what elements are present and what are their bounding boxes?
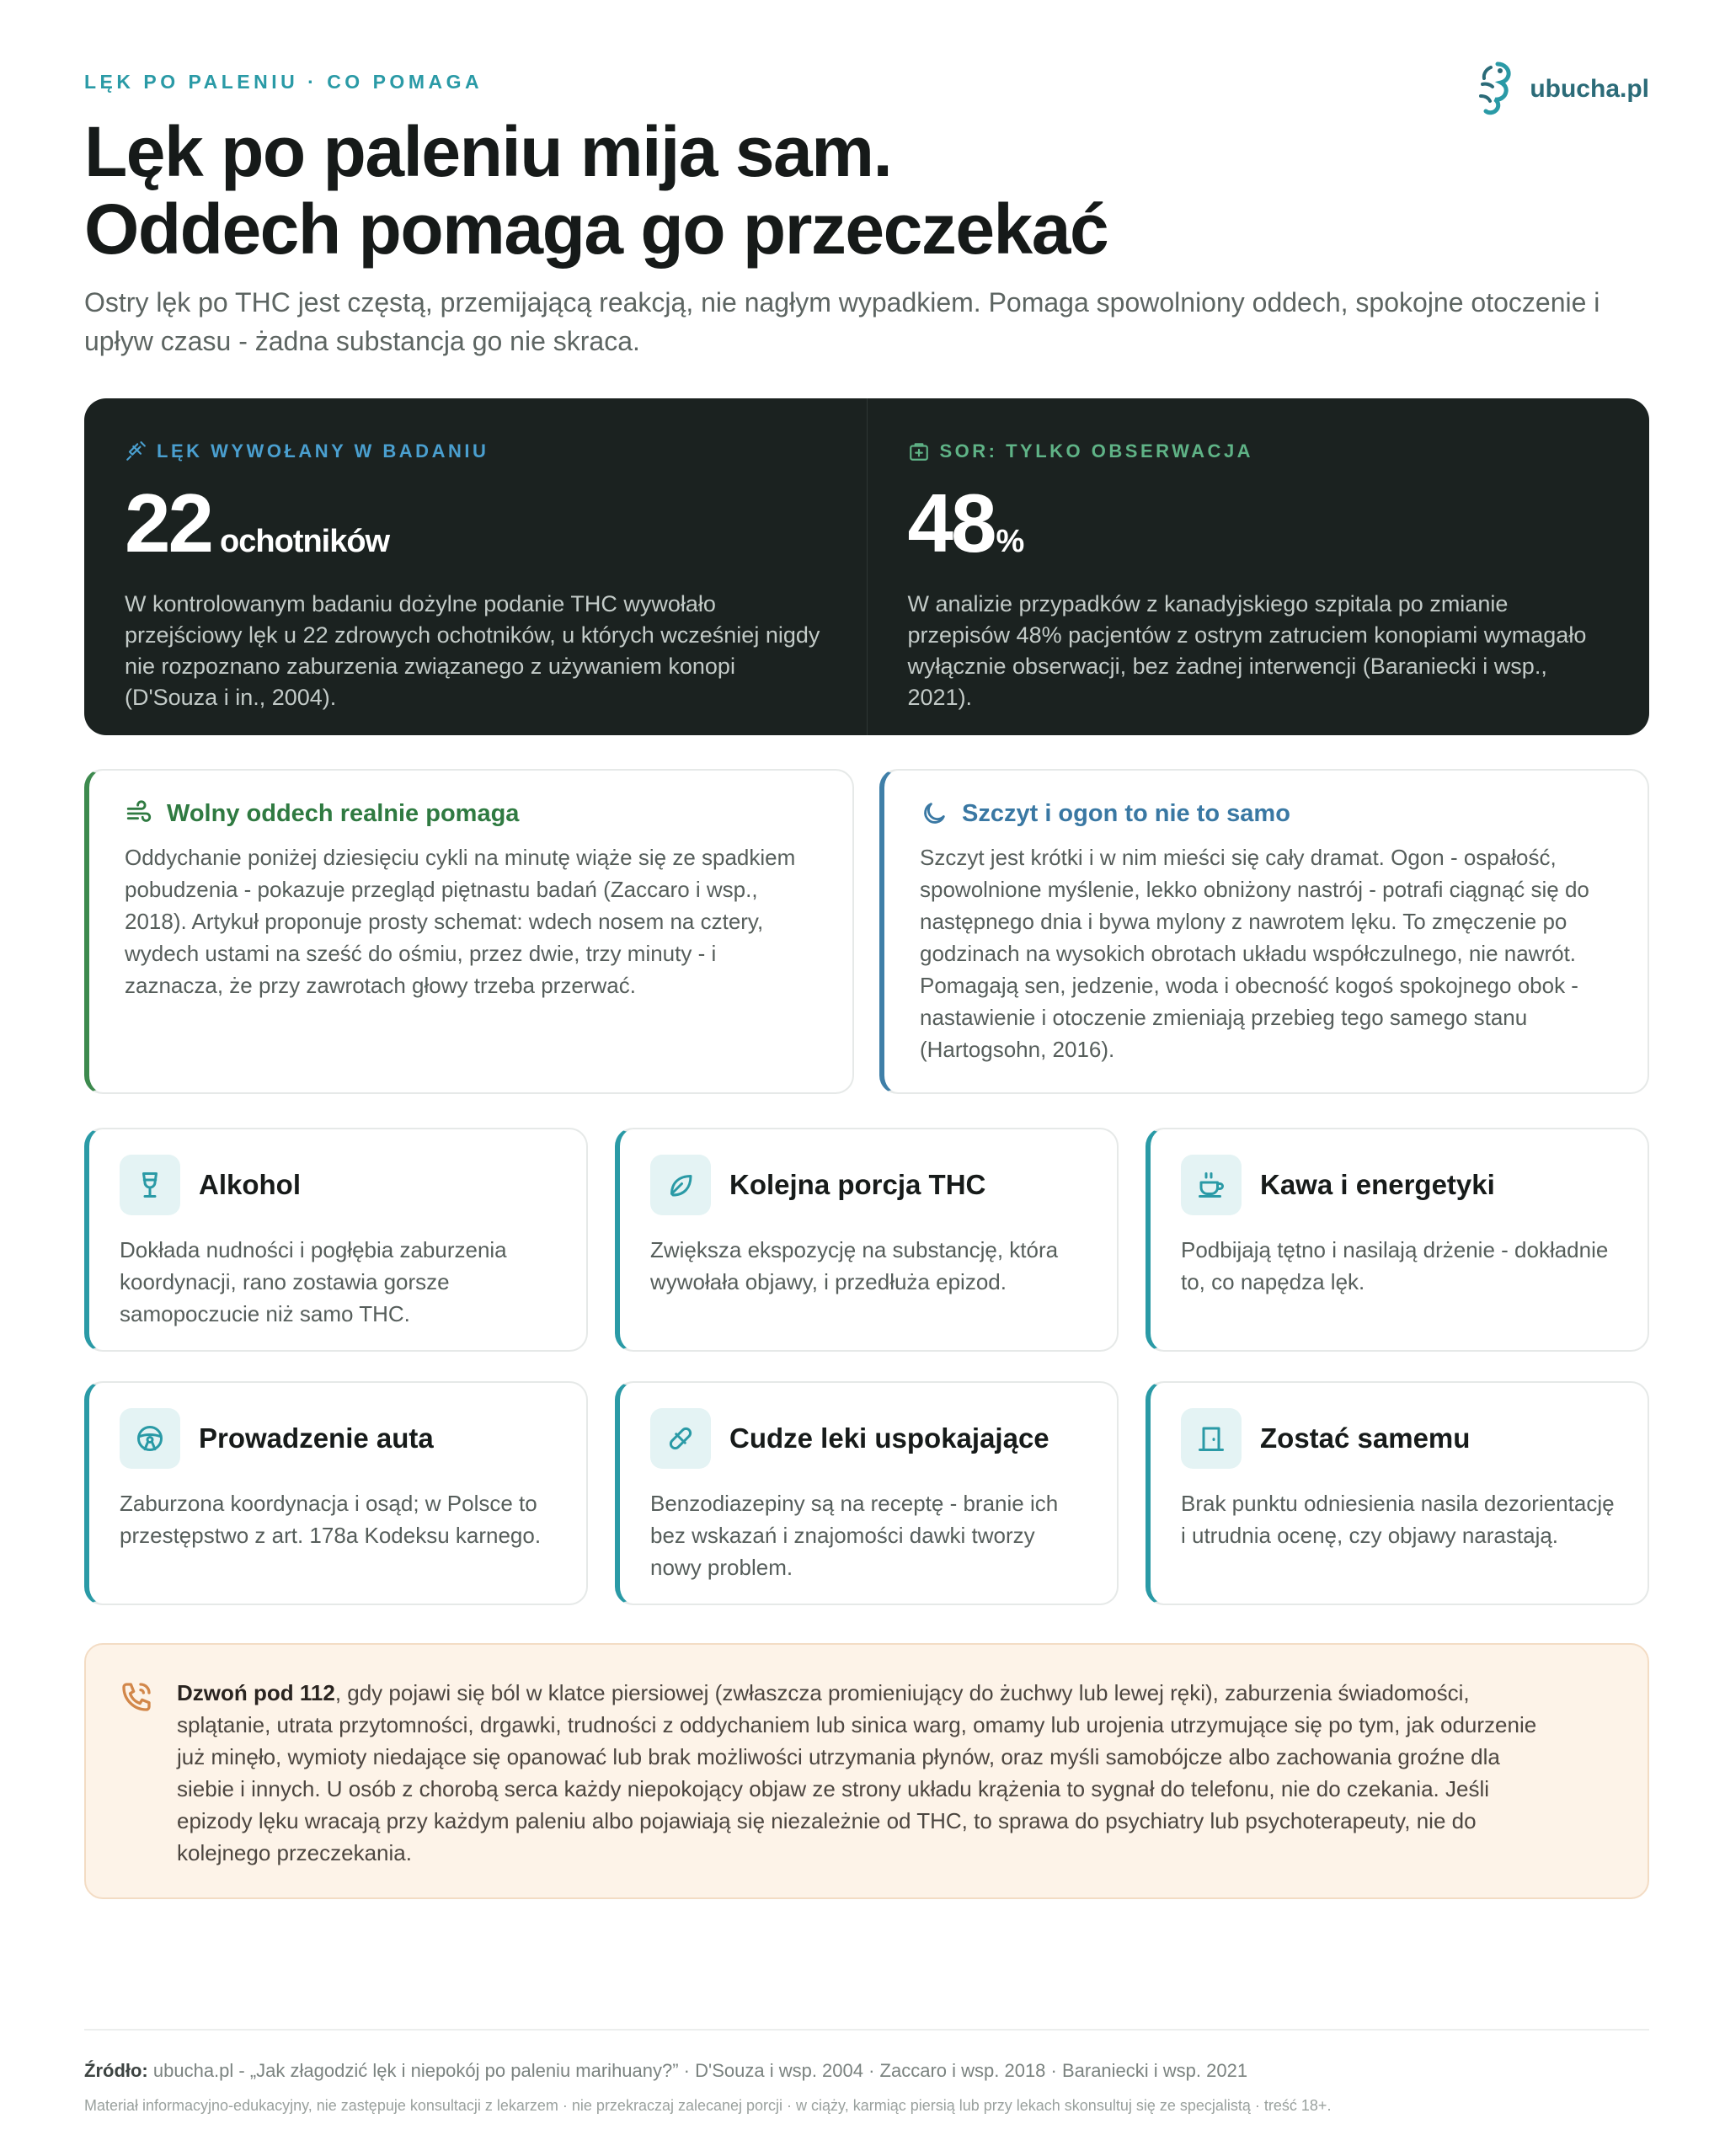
footer-source: [84, 2060, 1247, 2082]
tile-text: Brak punktu odniesienia nasila dezorientację i utrudnia ocenę, czy objawy narastają.: [1181, 1491, 1615, 1548]
stat-unit: ochotników: [220, 524, 390, 559]
brand-logo-link[interactable]: [1472, 59, 1649, 120]
door-icon: [1196, 1423, 1226, 1454]
tile-text: Zaburzona koordynacja i osąd; w Polsce to przestępstwo z art. 178a Kodeksu karnego.: [120, 1491, 542, 1548]
emergency-warning-box: [84, 1643, 1649, 1899]
infographic-page: [84, 0, 1649, 2156]
info-card-text: Szczyt jest krótki i w nim mieści się cały dramat. Ogon - ospałość, spowolnione myślenie, lekko obniżony nastrój - potrafi ciągnąć się do następnego dnia i bywa mylony z nawrotem lęku. To zmęczenie po godzinach na wysokich obrotach układu współczulnego, nie nawrót. Pomagają sen, jedzenie, woda i obecność kogoś spokojnego obok - nastawienie i otoczenie zmieniają przebieg tego samego stanu (Hartogsohn, 2016).: [920, 845, 1589, 1062]
tile-icon-box: [1181, 1155, 1242, 1215]
stat-unit: %: [996, 524, 1024, 559]
tile-header: [1181, 1408, 1617, 1469]
info-card-peak-tail: [879, 769, 1649, 1094]
tile-alcohol: [84, 1128, 588, 1352]
page-title: [84, 113, 1108, 268]
footer-divider: [84, 2029, 1649, 2031]
footer-source-text: ubucha.pl - „Jak złagodzić lęk i niepokój po paleniu marihuany?” · D'Souza i wsp. 2004 · Zaccaro i wsp. 2018 · Baraniecki i wsp. 2021: [147, 2060, 1248, 2081]
stats-panel: [84, 398, 1649, 735]
tile-text: Podbijają tętno i nasilają drżenie - dokładnie to, co napędza lęk.: [1181, 1237, 1609, 1294]
stat-description: W analizie przypadków z kanadyjskiego szpitala po zmianie przepisów 48% pacjentów z ostrym zatruciem konopiami wymagało wyłącznie obserwacji, bez żadnej interwencji (Baraniecki i wsp., 2021).: [907, 591, 1587, 710]
emergency-warning-lead: Dzwoń pod 112: [177, 1680, 335, 1705]
pill-icon: [665, 1423, 696, 1454]
page-title-line-1: Lęk po paleniu mija sam.: [84, 112, 892, 191]
eyebrow-label: LĘK PO PALENIU · CO POMAGA: [84, 71, 483, 93]
stat-label: LĘK WYWOŁANY W BADANIU: [157, 440, 489, 462]
tile-text: Dokłada nudności i pogłębia zaburzenia koordynacji, rano zostawia gorsze samopoczucie niż samo THC.: [120, 1237, 507, 1326]
tile-icon-box: [120, 1408, 180, 1469]
moon-icon: [920, 799, 948, 828]
wine-glass-icon: [135, 1170, 165, 1200]
stat-number: 22: [125, 477, 212, 569]
stat-number-row: [907, 477, 1611, 569]
phone-icon: [120, 1680, 153, 1714]
tile-header: [650, 1155, 1087, 1215]
footer-source-label: Źródło:: [84, 2060, 148, 2081]
stat-description: W kontrolowanym badaniu dożylne podanie THC wywołało przejściowy lęk u 22 zdrowych ochotników, u których wcześniej nigdy nie rozpoznano zaburzenia związanego z używaniem konopi (D'Souza i in., 2004).: [125, 591, 820, 710]
brand-seahorse-icon: [1472, 59, 1518, 120]
stat-number-row: [125, 477, 828, 569]
wind-icon: [125, 799, 153, 828]
brand-name: ubucha.pl: [1530, 75, 1649, 103]
tile-icon-box: [650, 1408, 711, 1469]
tile-text: Benzodiazepiny są na receptę - branie ich bez wskazań i znajomości dawki tworzy nowy problem.: [650, 1491, 1059, 1580]
tile-title: Zostać samemu: [1260, 1422, 1471, 1454]
first-aid-kit-icon: [908, 440, 930, 462]
stat-label: SOR: TYLKO OBSERWACJA: [939, 440, 1254, 462]
tile-title: Alkohol: [199, 1169, 301, 1200]
info-card-header: [920, 799, 1614, 828]
info-card-header: [125, 799, 819, 828]
tile-title: Prowadzenie auta: [199, 1422, 434, 1454]
coffee-cup-icon: [1196, 1170, 1226, 1200]
footer-disclaimer: Materiał informacyjno-edukacyjny, nie zastępuje konsultacji z lekarzem · nie przekraczaj zalecanej porcji · w ciąży, karmiąc piersią lub przy lekach skonsultuj się ze specjalistą · treść 18+.: [84, 2097, 1332, 2114]
emergency-warning-body: , gdy pojawi się ból w klatce piersiowej (zwłaszcza promieniujący do żuchwy lub lewej ręki), zaburzenia świadomości, splątanie, utrata przytomności, drgawki, trudności z oddychaniem lub sinica warg, omamy lub urojenia utrzymujące się po tym, jak odurzenie już minęło, wymioty niedające się opanować lub brak możliwości utrzymania płynów, oraz myśli samobójcze albo zachowania groźne dla siebie i innych. U osób z chorobą serca każdy niepokojący objaw ze strony układu krążenia to sygnał do telefonu, nie do czekania. Jeśli epizody lęku wracają przy każdym paleniu albo pojawiają się niezależnie od THC, to sprawa do psychiatry lub psychoterapeuty, nie do kolejnego przeczekania.: [177, 1680, 1537, 1865]
tile-text: Zwiększa ekspozycję na substancję, która wywołała objawy, i przedłuża epizod.: [650, 1237, 1059, 1294]
tile-driving: [84, 1381, 588, 1605]
info-card-title: Szczyt i ogon to nie to samo: [962, 799, 1290, 827]
tile-sedatives: [615, 1381, 1119, 1605]
tile-alone: [1146, 1381, 1649, 1605]
syringe-icon: [125, 440, 147, 462]
tile-header: [1181, 1155, 1617, 1215]
steering-wheel-icon: [135, 1423, 165, 1454]
emergency-warning-text: [177, 1677, 1555, 1869]
leaf-icon: [665, 1170, 696, 1200]
lead-paragraph: Ostry lęk po THC jest częstą, przemijającą reakcją, nie nagłym wypadkiem. Pomaga spowolniony oddech, spokojne otoczenie i upływ czasu - żadna substancja go nie skraca.: [84, 287, 1600, 356]
tile-icon-box: [1181, 1408, 1242, 1469]
stat-label-row: [908, 440, 1611, 462]
tile-more-thc: [615, 1128, 1119, 1352]
tile-title: Cudze leki uspokajające: [729, 1422, 1049, 1454]
page-title-line-2: Oddech pomaga go przeczekać: [84, 189, 1108, 269]
stat-label-row: [125, 440, 828, 462]
tile-coffee: [1146, 1128, 1649, 1352]
tile-title: Kolejna porcja THC: [729, 1169, 986, 1200]
tile-header: [120, 1408, 556, 1469]
tile-title: Kawa i energetyki: [1260, 1169, 1495, 1200]
info-card-breathing: [84, 769, 854, 1094]
tile-icon-box: [120, 1155, 180, 1215]
stat-observation: [867, 398, 1650, 735]
stat-volunteers: [84, 398, 867, 735]
info-card-title: Wolny oddech realnie pomaga: [167, 799, 520, 827]
tile-header: [650, 1408, 1087, 1469]
tile-icon-box: [650, 1155, 711, 1215]
stat-number: 48: [907, 477, 995, 569]
tile-header: [120, 1155, 556, 1215]
info-card-text: Oddychanie poniżej dziesięciu cykli na minutę wiąże się ze spadkiem pobudzenia - pokazuje przegląd piętnastu badań (Zaccaro i wsp., 2018). Artykuł proponuje prosty schemat: wdech nosem na cztery, wydech ustami na sześć do ośmiu, przez dwie, trzy minuty - i zaznacza, że przy zawrotach głowy trzeba przerwać.: [125, 845, 796, 998]
